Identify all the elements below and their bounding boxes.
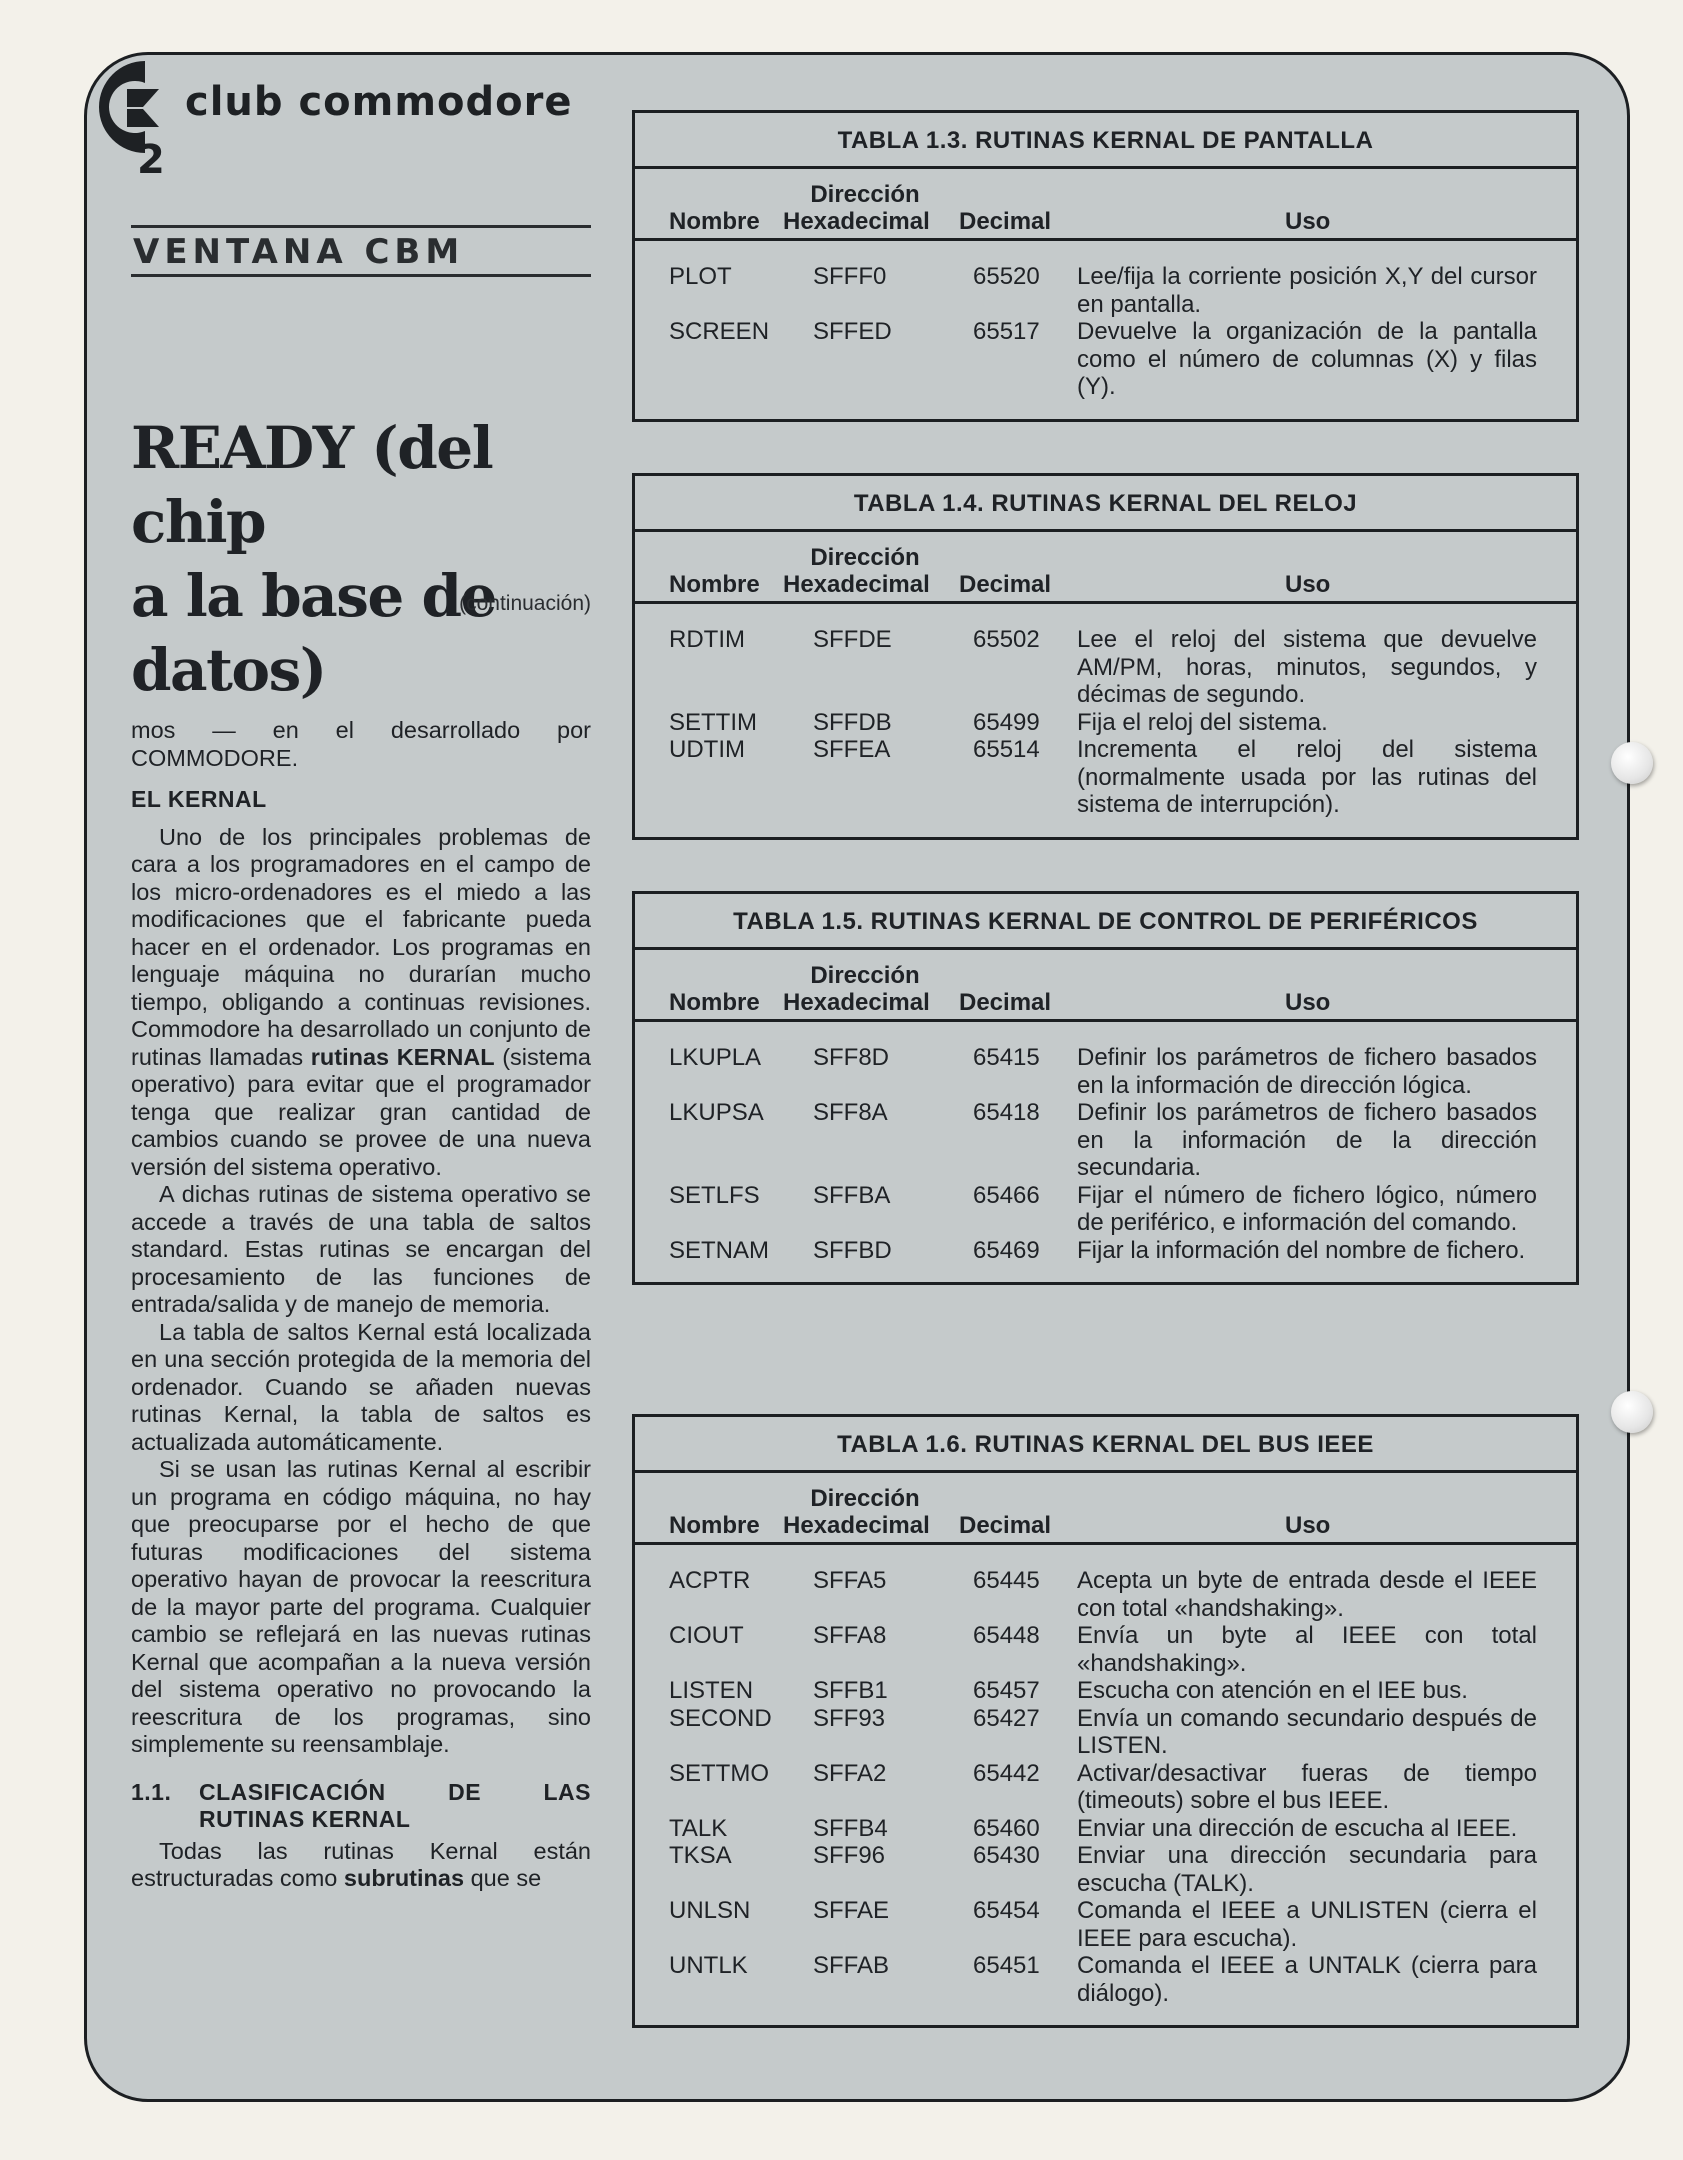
cell-uso: Envía un byte al IEEE con total «handshaking». xyxy=(1077,1622,1537,1677)
table-title: TABLA 1.4. RUTINAS KERNAL DEL RELOJ xyxy=(635,476,1576,532)
table-title: TABLA 1.3. RUTINAS KERNAL DE PANTALLA xyxy=(635,113,1576,169)
cell-hex: SFF96 xyxy=(813,1842,886,1869)
table-row xyxy=(635,263,1576,318)
paragraph: mos — en el desarrollado por COMMODORE. xyxy=(131,717,591,771)
table-body xyxy=(635,241,1576,419)
cell-hex: SFFAB xyxy=(813,1952,890,1979)
cell-decimal: 65445 xyxy=(973,1567,1040,1594)
table-row xyxy=(635,1952,1576,2007)
cell-name: SECOND xyxy=(669,1704,772,1732)
cell-name: SETLFS xyxy=(669,1181,760,1209)
cell-decimal: 65454 xyxy=(973,1897,1040,1924)
cell-decimal: 65448 xyxy=(973,1622,1040,1649)
cell-name: UNLSN xyxy=(669,1897,751,1924)
header-decimal: Decimal xyxy=(959,208,1052,235)
cell-hex: SFFBD xyxy=(813,1236,892,1264)
cell-name: LISTEN xyxy=(669,1677,754,1704)
header-uso: Uso xyxy=(1285,1512,1331,1539)
cell-hex: SFFF0 xyxy=(813,263,887,290)
cell-hex: SFFB1 xyxy=(813,1677,888,1704)
continuation-note: (continuación) xyxy=(459,592,591,615)
table-1-4 xyxy=(632,473,1579,840)
header-hexadecimal: Hexadecimal xyxy=(783,208,930,235)
cell-decimal: 65451 xyxy=(973,1952,1040,1979)
table-row xyxy=(635,1182,1576,1237)
cell-decimal: 65457 xyxy=(973,1677,1040,1704)
header-direccion: Dirección xyxy=(810,544,920,571)
cell-hex: SFFED xyxy=(813,318,892,345)
cell-uso: Lee el reloj del sistema que devuelve AM/PM, horas, minutos, segundos, y décimas de segundo. xyxy=(1077,626,1537,708)
cell-hex: SFF8D xyxy=(813,1044,890,1071)
header-direccion: Dirección xyxy=(810,962,920,989)
table-1-6 xyxy=(632,1414,1579,2028)
header-direccion: Dirección xyxy=(810,181,920,208)
divider xyxy=(131,225,591,228)
cell-uso: Devuelve la organización de la pantalla como el número de columnas (X) y filas (Y). xyxy=(1077,318,1537,400)
header-nombre: Nombre xyxy=(669,1512,760,1539)
table-1-3 xyxy=(632,110,1579,422)
cell-decimal: 65460 xyxy=(973,1814,1040,1842)
cell-decimal: 65466 xyxy=(973,1181,1040,1209)
cell-name: SETTMO xyxy=(669,1759,769,1787)
paragraph: Todas las rutinas Kernal están estructuradas como subrutinas que se xyxy=(131,1837,591,1891)
cell-decimal: 65517 xyxy=(973,318,1040,345)
cell-hex: SFFBA xyxy=(813,1181,891,1209)
header-decimal: Decimal xyxy=(959,989,1052,1016)
table-body xyxy=(635,1545,1576,2025)
cell-hex: SFFA5 xyxy=(813,1567,887,1594)
table-header xyxy=(635,169,1576,241)
cell-hex: SFFDE xyxy=(813,626,892,653)
cell-uso: Enviar una dirección secundaria para escucha (TALK). xyxy=(1077,1842,1537,1897)
cell-uso: Enviar una dirección de escucha al IEEE. xyxy=(1077,1814,1518,1842)
cell-name: CIOUT xyxy=(669,1622,744,1649)
table-header xyxy=(635,1473,1576,1545)
table-header xyxy=(635,532,1576,604)
cell-decimal: 65520 xyxy=(973,263,1040,290)
cell-decimal: 65418 xyxy=(973,1099,1040,1126)
header-nombre: Nombre xyxy=(669,989,760,1016)
table-row xyxy=(635,709,1576,737)
table-1-5 xyxy=(632,891,1579,1285)
magazine-page xyxy=(84,52,1630,2102)
cell-hex: SFFB4 xyxy=(813,1814,888,1842)
table-title: TABLA 1.6. RUTINAS KERNAL DEL BUS IEEE xyxy=(635,1417,1576,1473)
table-row xyxy=(635,1677,1576,1705)
cell-uso: Definir los parámetros de fichero basados en la información de la dirección secundaria. xyxy=(1077,1099,1537,1181)
cell-decimal: 65427 xyxy=(973,1704,1040,1732)
table-row xyxy=(635,1815,1576,1843)
header-nombre: Nombre xyxy=(669,571,760,598)
header-direccion: Dirección xyxy=(810,1485,920,1512)
table-row xyxy=(635,1622,1576,1677)
header-nombre: Nombre xyxy=(669,208,760,235)
header-decimal: Decimal xyxy=(959,571,1052,598)
header-hexadecimal: Hexadecimal xyxy=(783,571,930,598)
cell-uso: Comanda el IEEE a UNTALK (cierra para diálogo). xyxy=(1077,1952,1537,2007)
cell-name: RDTIM xyxy=(669,626,745,653)
table-row xyxy=(635,1237,1576,1265)
cell-name: SCREEN xyxy=(669,318,770,345)
paragraph: Si se usan las rutinas Kernal al escribir un programa en código máquina, no hay que preocuparse por el hecho de que futuras modificaciones del sistema operativo hayan de provocar la reescritura de la mayor parte del programa. Cualquier cambio se reflejará en las nuevas rutinas Kernal que acompañan a la nueva versión del sistema operativo no provocando la reescritura de los programas, sino simplemente su reensamblaje. xyxy=(131,1456,591,1757)
table-row xyxy=(635,318,1576,401)
table-body xyxy=(635,1022,1576,1282)
table-row xyxy=(635,1842,1576,1897)
paragraph: La tabla de saltos Kernal está localizada en una sección protegida de la memoria del ordenador. Cuando se añaden nuevas rutinas Kernal, la tabla de saltos es actualizada automáticamente. xyxy=(131,1318,591,1455)
cell-name: LKUPSA xyxy=(669,1099,764,1126)
article-headline xyxy=(131,411,601,707)
paragraph: A dichas rutinas de sistema operativo se accede a través de una tabla de saltos standard. Estas rutinas se encargan del procesamiento de las funciones de entrada/salida y de manejo de memoria. xyxy=(131,1181,591,1317)
cell-uso: Envía un comando secundario después de LISTEN. xyxy=(1077,1704,1537,1759)
header-hexadecimal: Hexadecimal xyxy=(783,1512,930,1539)
table-row xyxy=(635,1044,1576,1099)
cell-uso: Fijar la información del nombre de fichero. xyxy=(1077,1236,1526,1264)
cell-decimal: 65430 xyxy=(973,1842,1040,1869)
cell-hex: SFFAE xyxy=(813,1897,890,1924)
table-row xyxy=(635,1705,1576,1760)
cell-name: UDTIM xyxy=(669,736,745,763)
section-title: VENTANA CBM xyxy=(133,232,465,272)
cell-decimal: 65502 xyxy=(973,626,1040,653)
cell-name: ACPTR xyxy=(669,1567,751,1594)
cell-hex: SFF93 xyxy=(813,1704,886,1732)
cell-decimal: 65469 xyxy=(973,1236,1040,1264)
cell-name: TKSA xyxy=(669,1842,732,1869)
table-row xyxy=(635,1760,1576,1815)
headline-line-2: a la base de datos) xyxy=(131,562,496,704)
header-uso: Uso xyxy=(1285,989,1331,1016)
issue-number: 2 xyxy=(137,137,165,183)
cell-hex: SFFA2 xyxy=(813,1759,887,1787)
cell-uso: Fijar el número de fichero lógico, número de periférico, e información del comando. xyxy=(1077,1181,1537,1236)
header-hexadecimal: Hexadecimal xyxy=(783,989,930,1016)
cell-uso: Escucha con atención en el IEE bus. xyxy=(1077,1677,1468,1704)
table-body xyxy=(635,604,1576,837)
table-title: TABLA 1.5. RUTINAS KERNAL DE CONTROL DE PERIFÉRICOS xyxy=(635,894,1576,950)
cell-uso: Activar/desactivar fueras de tiempo (timeouts) sobre el bus IEEE. xyxy=(1077,1759,1537,1814)
cell-name: PLOT xyxy=(669,263,732,290)
article-body xyxy=(131,717,591,1893)
headline-line-1: READY (del chip xyxy=(131,414,493,556)
cell-decimal: 65442 xyxy=(973,1759,1040,1787)
header-uso: Uso xyxy=(1285,571,1331,598)
brand-name: club commodore xyxy=(185,79,573,125)
subheading: EL KERNAL xyxy=(131,786,267,812)
cell-name: SETNAM xyxy=(669,1236,770,1264)
header-decimal: Decimal xyxy=(959,1512,1052,1539)
table-row xyxy=(635,1897,1576,1952)
cell-name: LKUPLA xyxy=(669,1044,762,1071)
cell-uso: Incrementa el reloj del sistema (normalmente usada por las rutinas del sistema de interrupción). xyxy=(1077,736,1537,818)
paragraph: Uno de los principales problemas de cara a los programadores en el campo de los micro-ordenadores es el miedo a las modificaciones que el fabricante pueda hacer en el ordenador. Los programas en lenguaje máquina no durarían mucho tiempo, obligando a continuas revisiones. Commodore ha desarrollado un conjunto de rutinas llamadas rutinas KERNAL (sistema operativo) para evitar que el programador tenga que realizar gran cantidad de cambios cuando se provee de una nueva versión del sistema operativo. xyxy=(131,823,592,1180)
cell-hex: SFF8A xyxy=(813,1099,888,1126)
table-row xyxy=(635,736,1576,819)
table-row xyxy=(635,1567,1576,1622)
subheading: 1.1. CLASIFICACIÓN DE LAS RUTINAS KERNAL xyxy=(131,1778,591,1832)
cell-uso: Acepta un byte de entrada desde el IEEE con total «handshaking». xyxy=(1077,1567,1537,1622)
cell-decimal: 65514 xyxy=(973,736,1040,763)
table-row xyxy=(635,626,1576,709)
cell-decimal: 65415 xyxy=(973,1044,1040,1071)
brand-logo xyxy=(87,57,647,197)
cell-uso: Fija el reloj del sistema. xyxy=(1077,708,1328,736)
table-header xyxy=(635,950,1576,1022)
cell-name: SETTIM xyxy=(669,708,757,736)
cell-hex: SFFEA xyxy=(813,736,891,763)
cell-uso: Lee/fija la corriente posición X,Y del cursor en pantalla. xyxy=(1077,263,1537,318)
cell-name: UNTLK xyxy=(669,1952,748,1979)
punch-hole xyxy=(1611,742,1653,784)
cell-hex: SFFA8 xyxy=(813,1622,887,1649)
divider xyxy=(131,274,591,277)
cell-decimal: 65499 xyxy=(973,708,1040,736)
cell-name: TALK xyxy=(669,1814,728,1842)
cell-uso: Definir los parámetros de fichero basados en la información de dirección lógica. xyxy=(1077,1044,1537,1099)
cell-hex: SFFDB xyxy=(813,708,892,736)
table-row xyxy=(635,1099,1576,1182)
cell-uso: Comanda el IEEE a UNLISTEN (cierra el IEEE para escucha). xyxy=(1077,1897,1537,1952)
header-uso: Uso xyxy=(1285,208,1331,235)
punch-hole xyxy=(1611,1391,1653,1433)
